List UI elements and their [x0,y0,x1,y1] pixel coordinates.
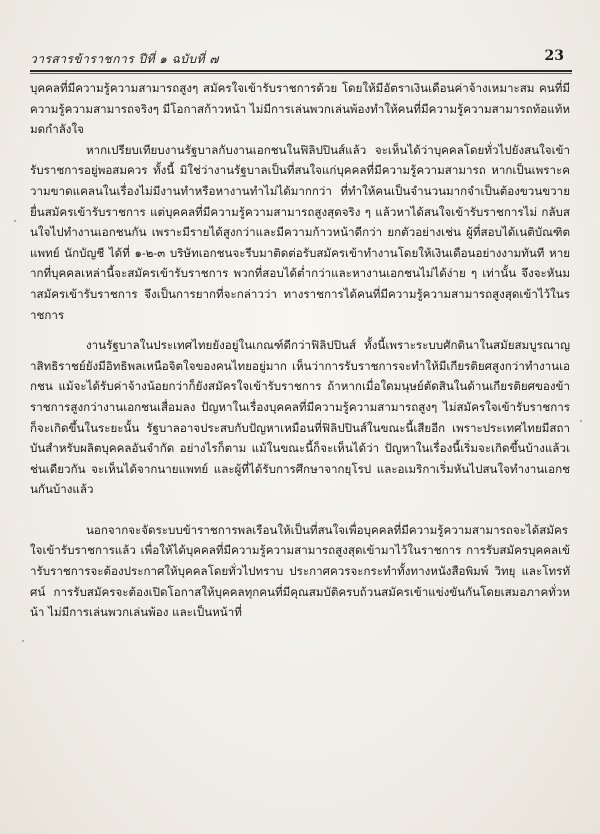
scan-speck [14,220,16,222]
paragraph-2: หากเปรียบเทียบงานรัฐบาลกับงานเอกชนในฟิลิปปินส์แล้ว จะเห็นได้ว่าบุคคลโดยทั่วไปยังสนใจเข้ารับราชการอยู่พอสมควร ทั้งนี้ มิใช่ว่างานรัฐบาลเป็นที่สนใจแก่บุคคลที่มีความรู้ความสามารถ หากเป็นเพราะความขาดแคลนในเรื่องไม่มีงานทำหรือหางานทำไม่ได้มากกว่า ที่ทำให้คนเป็นจำนวนมากจำเป็นต้องขวนขวายยื่นสมัครเข้ารับราชการ แต่บุคคลที่มีความรู้ความสามารถสูงสุดจริง ๆ แล้วหาได้สนใจเข้ารับราชการไม่ กลับสนใจไปทำงานเอกชนกัน เพราะมีรายได้สูงกว่าและมีความก้าวหน้าดีกว่า ยกตัวอย่างเช่น ผู้ที่สอบได้เนติบัณฑิต แพทย์ นักบัญชี ได้ที่ ๑-๒-๓ บริษัทเอกชนจะรีบมาติดต่อรับสมัครเข้าทำงานโดยให้เงินเดือนอย่างงามทันที หายากที่บุคคลเหล่านี้จะสมัครเข้ารับราชการ พวกที่สอบได้ต่ำกว่าและหางานเอกชนไม่ได้ง่าย ๆ เท่านั้น จึงจะหันมาสมัครเข้ารับราชการ จึงเป็นการยากที่จะกล่าวว่า ทางราชการได้คนที่มีความรู้ความสามารถสูงสุดเข้าไว้ในราชการ [30,142,570,322]
running-header [30,50,570,70]
scan-speck [22,640,24,642]
scan-speck [580,420,582,422]
journal-title: วารสารข้าราชการ ปีที่ ๑ ฉบับที่ ๗ [30,52,219,66]
paragraph-4: นอกจากจะจัดระบบข้าราชการพลเรือนให้เป็นที่สนใจเพื่อบุคคลที่มีความรู้ความสามารถจะได้สมัครใจเข้ารับราชการแล้ว เพื่อให้ได้บุคคลที่มีความรู้ความสามารถสูงสุดเข้ามาไว้ในราชการ การรับสมัครบุคคลเข้ารับราชการจะต้องประกาศให้บุคคลโดยทั่วไปทราบ ประกาศควรจะกระทำทั้งทางหนังสือพิมพ์ วิทยุ และโทรทัศน์ การรับสมัครจะต้องเปิดโอกาสให้บุคคลทุกคนที่มีคุณสมบัติครบถ้วนสมัครเข้าแข่งขันกันโดยเสมอภาคทั่วหน้า ไม่มีการเล่นพวกเล่นพ้อง และเป็นหน้าที่ [30,522,570,620]
paragraph-3: งานรัฐบาลในประเทศไทยยังอยู่ในเกณฑ์ดีกว่าฟิลิปปินส์ ทั้งนี้เพราะระบบศักดินาในสมัยสมบูรณาญาสิทธิราชย์ยังมีอิทธิพลเหนือจิตใจของคนไทยอยู่มาก เห็นว่าการรับราชการจะทำให้มีเกียรติยศสูงกว่าทำงานเอกชน แม้จะได้รับค่าจ้างน้อยกว่าก็ยังสมัครใจเข้ารับราชการ ถ้าหากเมื่อใดมนุษย์ตัดสินในด้านเกียรติยศของข้าราชการสูงกว่างานเอกชนเสื่อมลง ปัญหาในเรื่องบุคคลที่มีความรู้ความสามารถสูงๆ ไม่สมัครใจเข้ารับราชการก็จะเกิดขึ้นในระยะนั้น รัฐบาลอาจประสบกับปัญหาเหมือนที่ฟิลิปปินส์ในขณะนี้เสียอีก เพราะประเทศไทยมีสถาบันสำหรับผลิตบุคคลอันจำกัด อย่างไรก็ตาม แม้ในขณะนี้ก็จะเห็นได้ว่า ปัญหาในเรื่องนี้เริ่มจะเกิดขึ้นบ้างแล้วเช่นเดียวกัน จะเห็นได้จากนายแพทย์ และผู้ที่ได้รับการศึกษาจากยุโรป และอเมริกาเริ่มหันไปสนใจทำงานเอกชนกันบ้างแล้ว [30,338,570,497]
header-rule-thin [30,73,572,74]
header-rule [30,70,572,72]
body-text [30,78,570,623]
page-number: 23 [544,48,564,64]
paragraph-1: บุคคลที่มีความรู้ความสามารถสูงๆ สมัครใจเข้ารับราชการด้วย โดยให้มีอัตราเงินเดือนค่าจ้างเหมาะสม คนที่มีความรู้ความสามารถจริงๆ มีโอกาสก้าวหน้า ไม่มีการเล่นพวกเล่นพ้องทำให้คนที่มีความรู้ความสามารถท้อแท้หมดกำลังใจ [30,81,571,137]
